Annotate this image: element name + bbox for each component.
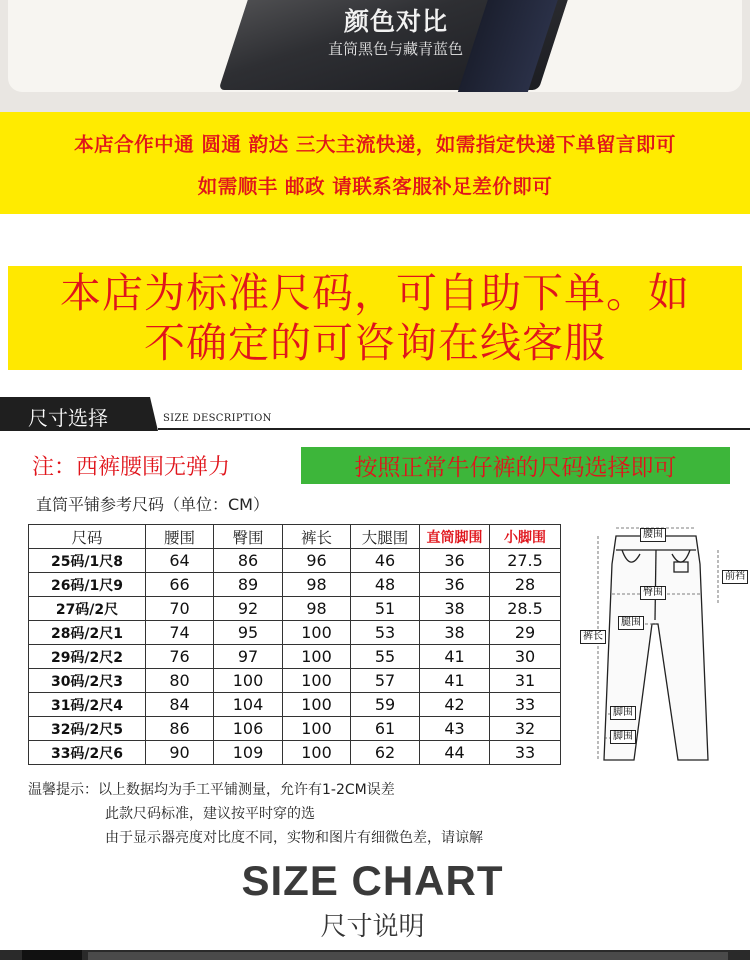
measurement-cell: 41: [420, 645, 490, 669]
size-chart-title: SIZE CHART: [241, 857, 504, 904]
measurement-cell: 96: [283, 549, 351, 573]
shipping-banner: [0, 112, 750, 214]
color-compare-card: [8, 0, 742, 92]
measurement-cell: 42: [420, 693, 490, 717]
measurement-cell: 76: [146, 645, 214, 669]
measurement-cell: 104: [214, 693, 283, 717]
section-divider: [158, 428, 750, 430]
measurement-cell: 43: [420, 717, 490, 741]
table-row: [29, 573, 561, 597]
size-cell: 26码/1尺9: [29, 573, 146, 597]
diagram-label-hem-upper: 脚围: [610, 706, 636, 720]
size-cell: 29码/2尺2: [29, 645, 146, 669]
table-row: [29, 669, 561, 693]
table-row: [29, 645, 561, 669]
measurement-cell: 100: [283, 645, 351, 669]
notice-line-1: 本店为标准尺码，可自助下单。如: [60, 269, 690, 317]
measurement-cell: 62: [351, 741, 420, 765]
table-header-row: [29, 525, 561, 549]
measurement-cell: 106: [214, 717, 283, 741]
diagram-label-length: 裤长: [580, 630, 606, 644]
measurement-cell: 86: [146, 717, 214, 741]
measurement-cell: 100: [283, 669, 351, 693]
size-section-header: [0, 397, 750, 431]
tips-line-2: 此款尺码标准，建议按平时穿的选: [105, 806, 315, 822]
header-straight-hem: 直筒脚围: [420, 525, 490, 549]
size-advice-text: 按照正常牛仔裤的尺码选择即可: [354, 455, 677, 481]
diagram-label-hem-lower: 脚围: [610, 730, 636, 744]
measurement-cell: 100: [283, 693, 351, 717]
measurement-cell: 28.5: [490, 597, 561, 621]
measurement-cell: 41: [420, 669, 490, 693]
tips-line-3: 由于显示器亮度对比度不同，实物和图片有细微色差，请谅解: [105, 830, 483, 846]
size-cell: 32码/2尺5: [29, 717, 146, 741]
color-compare-subtitle: 直筒黑色与藏青蓝色: [328, 40, 464, 58]
diagram-label-thigh: 腿围: [618, 616, 644, 630]
measurement-cell: 28: [490, 573, 561, 597]
next-section-strip: [88, 952, 728, 960]
diagram-label-crotch: 前裆: [722, 570, 748, 584]
color-compare-banner: [0, 0, 750, 112]
table-row: [29, 597, 561, 621]
header-hip: 臀围: [214, 525, 283, 549]
next-section-tab: [22, 950, 82, 960]
tips-block: [28, 778, 483, 850]
table-row: [29, 693, 561, 717]
size-cell: 27码/2尺: [29, 597, 146, 621]
standard-size-notice: [8, 266, 742, 370]
size-advice-box: [301, 447, 730, 484]
measurement-cell: 44: [420, 741, 490, 765]
shipping-line-2: 如需顺丰 邮政 请联系客服补足差价即可: [197, 175, 553, 198]
measurement-cell: 100: [283, 741, 351, 765]
header-thigh: 大腿围: [351, 525, 420, 549]
pants-outline-icon: [578, 524, 750, 770]
measurement-cell: 109: [214, 741, 283, 765]
measurement-cell: 70: [146, 597, 214, 621]
diagram-label-waist: 腰围: [640, 528, 666, 542]
tips-line-1: 以上数据均为手工平铺测量，允许有1-2CM误差: [98, 782, 395, 798]
pants-measurement-diagram: [578, 524, 750, 770]
measurement-cell: 33: [490, 693, 561, 717]
tips-label: 温馨提示：: [28, 782, 98, 798]
header-length: 裤长: [283, 525, 351, 549]
color-compare-title: 颜色对比: [344, 7, 449, 36]
measurement-cell: 30: [490, 645, 561, 669]
measurement-cell: 61: [351, 717, 420, 741]
measurement-cell: 64: [146, 549, 214, 573]
diagram-label-hip: 臀围: [640, 586, 666, 600]
measurement-cell: 84: [146, 693, 214, 717]
measurement-cell: 100: [283, 717, 351, 741]
measurement-cell: 66: [146, 573, 214, 597]
measurement-cell: 36: [420, 573, 490, 597]
measurement-cell: 57: [351, 669, 420, 693]
size-cell: 33码/2尺6: [29, 741, 146, 765]
measurement-cell: 59: [351, 693, 420, 717]
measurement-cell: 38: [420, 621, 490, 645]
table-row: [29, 741, 561, 765]
measurement-cell: 92: [214, 597, 283, 621]
measurement-cell: 95: [214, 621, 283, 645]
measurement-cell: 38: [420, 597, 490, 621]
notice-line-2: 不确定的可咨询在线客服: [144, 319, 606, 367]
size-chart-subtitle: 尺寸说明: [320, 912, 425, 942]
size-cell: 31码/2尺4: [29, 693, 146, 717]
measurement-cell: 48: [351, 573, 420, 597]
header-waist: 腰围: [146, 525, 214, 549]
measurement-cell: 32: [490, 717, 561, 741]
measurement-cell: 89: [214, 573, 283, 597]
measurement-cell: 90: [146, 741, 214, 765]
measurement-cell: 98: [283, 573, 351, 597]
shipping-line-1: 本店合作中通 圆通 韵达 三大主流快递，如需指定快递下单留言即可: [74, 133, 676, 156]
measurement-cell: 27.5: [490, 549, 561, 573]
next-section-bar: [0, 950, 750, 960]
section-title: 尺寸选择: [28, 406, 108, 430]
measurement-cell: 100: [283, 621, 351, 645]
measurement-cell: 33: [490, 741, 561, 765]
measurement-cell: 100: [214, 669, 283, 693]
measurement-cell: 36: [420, 549, 490, 573]
table-row: [29, 621, 561, 645]
measurement-cell: 29: [490, 621, 561, 645]
measurement-cell: 51: [351, 597, 420, 621]
measurement-cell: 46: [351, 549, 420, 573]
table-row: [29, 549, 561, 573]
measurement-cell: 53: [351, 621, 420, 645]
section-subtitle-en: SIZE DESCRIPTION: [163, 413, 272, 424]
table-row: [29, 717, 561, 741]
waist-elastic-note: 注：西裤腰围无弹力: [32, 455, 231, 480]
measurement-cell: 74: [146, 621, 214, 645]
size-cell: 28码/2尺1: [29, 621, 146, 645]
reference-size-label: 直筒平铺参考尺码（单位：CM）: [36, 495, 269, 514]
size-table: [28, 524, 561, 765]
measurement-cell: 80: [146, 669, 214, 693]
measurement-cell: 55: [351, 645, 420, 669]
measurement-cell: 86: [214, 549, 283, 573]
header-slim-hem: 小脚围: [490, 525, 561, 549]
size-cell: 25码/1尺8: [29, 549, 146, 573]
measurement-cell: 31: [490, 669, 561, 693]
header-size: 尺码: [29, 525, 146, 549]
measurement-cell: 97: [214, 645, 283, 669]
size-cell: 30码/2尺3: [29, 669, 146, 693]
measurement-cell: 98: [283, 597, 351, 621]
